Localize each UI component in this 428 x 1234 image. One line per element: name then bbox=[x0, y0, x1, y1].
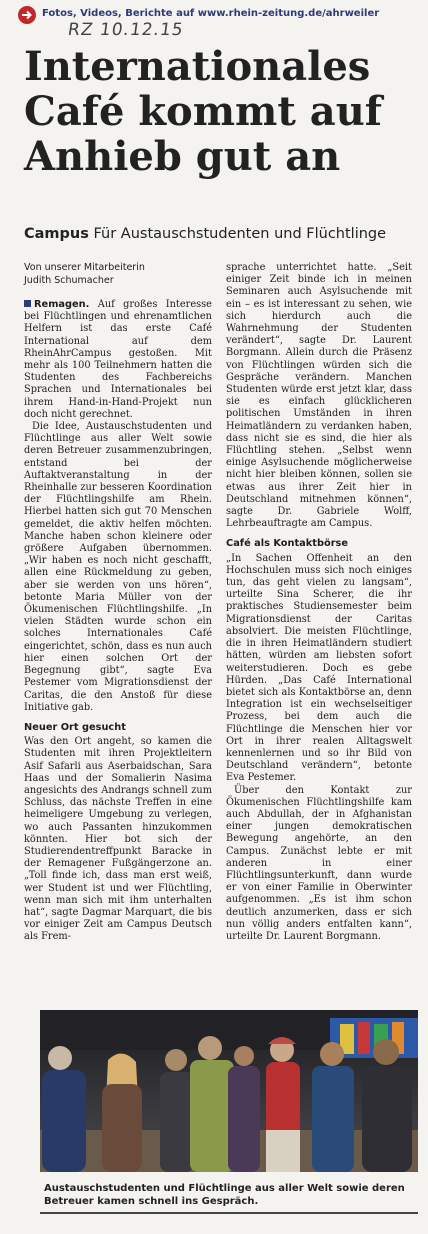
square-bullet-icon bbox=[24, 300, 31, 307]
handwritten-date-note: RZ 10.12.15 bbox=[66, 20, 185, 40]
subhead-neuer-ort: Neuer Ort gesucht bbox=[24, 721, 126, 733]
paragraph-5: Über den Kontakt zur Ökumenischen Flüchtlingshilfe kam auch Abdullah, der in Afghanistan einer jungen demokratischen Bewegung angehörte, an den Campus. Zunächst lebte er mit anderen in einer Flüchtlingsunterkunft, dann wurde er von einer Familie in Oberwinter aufgenommen. „Es ist ihm schon deutlich anzumerken, dass er sich nun völlig anders entfalten kann“, urteilte Dr. Laurent Borgmann. bbox=[226, 784, 412, 942]
paragraph-1 bbox=[24, 299, 212, 421]
article-column-2 bbox=[226, 262, 412, 943]
paragraph-1-text: Auf großes Interesse bei Flüchtlingen und ehrenamtlichen Helfern ist das erste Café International auf dem RheinAhrCampus gestoßen. Mit mehr als 100 Teilnehmern hatten die Studenten des Fachbereichs Sprachen und Internationales bei ihrem Hand-in-Hand-Projekt nun doch nicht gerechnet. bbox=[24, 299, 212, 420]
subhead-kontaktboerse: Café als Kontaktbörse bbox=[226, 538, 348, 550]
photo-caption: Austauschstudenten und Flüchtlinge aus aller Welt sowie deren Betreuer kamen schnell ins Gespräch. bbox=[44, 1183, 405, 1207]
author-byline bbox=[24, 262, 212, 287]
paragraph-3-part-1: Was den Ort angeht, so kamen die Studenten mit ihren Projektleitern Asif Safarli aus Aserbaidschan, Sara Haas und der Somalierin Nasima angesichts des Andrangs schnell zum Schluss, das nächste Treffen in eine heimeligere Umgebung zu verlegen, wo auch Passanten hinzukommen könnten. Hier bot sich der Studierendentreffpunkt Baracke in der Remagener Fußgängerzone an. „Toll finde ich, dass man erst weiß, wer Student ist und wer Flüchtling, wenn man sich mit ihm unterhalten hat“, sagte Dagmar Marquart, die bis vor einiger Zeit am Campus Deutsch als Frem- bbox=[24, 736, 212, 943]
author-line-1: Von unserer Mitarbeiterin bbox=[24, 262, 145, 273]
bottom-rule bbox=[40, 1212, 418, 1214]
arrow-right-icon bbox=[18, 6, 36, 24]
article-headline: Internationales Café kommt auf Anhieb gut an bbox=[24, 43, 382, 180]
topbar-link-text[interactable]: Fotos, Videos, Berichte auf www.rhein-zeitung.de/ahrweiler bbox=[42, 8, 380, 19]
paragraph-2: Die Idee, Austauschstudenten und Flüchtlinge aus aller Welt sowie deren Betreuer zusammenzubringen, entstand bei der Auftaktveranstaltung in der Rheinhalle zur besseren Koordination der Flüchtlingshilfe am Rhein. Hierbei hatten sich gut 70 Menschen gemeldet, die aktiv helfen möchten. Manche haben schon kleinere oder größere Aufgaben übernommen. „Wir haben es noch nicht geschafft, allen eine Rückmeldung zu geben, aber sie werden von uns hören“, betonte Maria Müller von der Ökumenischen Flüchtlingshilfe. „In vielen Städten wurde schon ein solches Internationales Café eingerichtet, schön, dass es nun auch hier einen solchen Ort der Begegnung gibt“, sagte Eva Pestemer vom Migrationsdienst der Caritas, die den Anstoß für diese Initiative gab. bbox=[24, 421, 212, 713]
article-column-1 bbox=[24, 262, 212, 944]
article-subheadline bbox=[24, 226, 386, 242]
dateline: Remagen. bbox=[34, 299, 90, 310]
article-photo bbox=[40, 1010, 418, 1172]
paragraph-4: „In Sachen Offenheit an den Hochschulen muss sich noch einiges tun, das geht vielen zu langsam“, urteilte Sina Scherer, die ihr praktisches Studiensemester beim Migrationsdienst der Caritas absolviert. Die meisten Flüchtlinge, die in ihren Heimatländern studiert hätten, würden am liebsten sofort weiterstudieren. Doch es gebe Hürden. „Das Café International bietet sich als Kontaktbörse an, denn Integration ist ein wechselseitiger Prozess, bei dem auch die Flüchtlinge die Menschen hier vor Ort in ihrer realen Alltagswelt kennenlernen und so ihr Bild von Deutschland verändern“, betonte Eva Pestemer. bbox=[226, 552, 412, 784]
author-name: Judith Schumacher bbox=[24, 274, 114, 286]
kicker: Campus bbox=[24, 226, 89, 242]
subheadline-text: Für Austauschstudenten und Flüchtlinge bbox=[93, 226, 387, 242]
crowd-photo-illustration bbox=[40, 1010, 418, 1172]
paragraph-3-part-2: sprache unterrichtet hatte. „Seit einiger Zeit binde ich in meinen Seminaren auch Asylsuchende mit ein – es ist interessant zu sehen, wie sich hierdurch auch die Wahrnehmung der Studenten verändert“, sagte Dr. Laurent Borgmann. Allein durch die Präsenz von Flüchtlingen würden sich die Gespräche verändern. Manchen Studenten würde erst jetzt klar, dass sie es einfach glücklicheren politischen Umständen in ihren Heimatländern zu verdanken haben, dass nicht sie es sind, die hier als Flüchtling stehen. „Selbst wenn einige Asylsuchende möglicherweise nicht hier bleiben können, sollen sie etwas aus ihrer Zeit hier in Deutschland mitnehmen können“, sagte Dr. Gabriele Wolff, Lehrbeauftragte am Campus. bbox=[226, 262, 412, 530]
